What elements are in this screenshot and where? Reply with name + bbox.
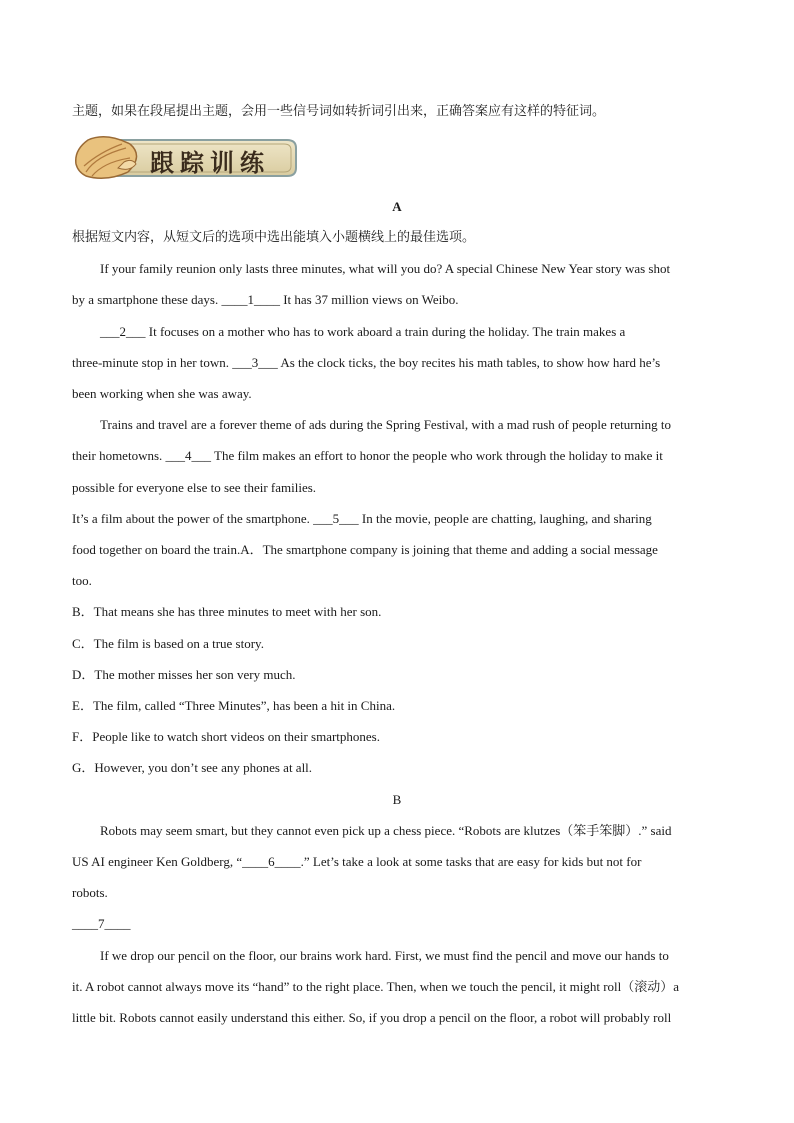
passage-a-line: ___2___ It focuses on a mother who has to work aboard a train during the holiday. The train makes a	[100, 324, 626, 339]
passage-b-line: robots.	[72, 885, 108, 900]
option-c: C．The film is based on a true story.	[72, 636, 264, 651]
option-g: G．However, you don’t see any phones at all.	[72, 760, 313, 775]
passage-b-line: Robots may seem smart, but they cannot even pick up a chess piece. “Robots are klutzes（笨手笨脚）.” said	[100, 823, 672, 838]
passage-a-line: too.	[72, 573, 92, 588]
seashell-icon	[76, 137, 137, 178]
banner-title: 跟踪训练	[150, 148, 270, 177]
passage-b-line: US AI engineer Ken Goldberg, “____6____.” Let’s take a look at some tasks that are easy for kids but not for	[72, 854, 642, 869]
passage-b-line: it. A robot cannot always move its “hand” to the right place. Then, when we touch the pencil, it might roll（滚动）a	[72, 979, 680, 994]
passage-a-line: three-minute stop in her town. ___3___ As the clock ticks, the boy recites his math tables, to show how hard he’s	[72, 355, 661, 370]
section-a-heading: A	[392, 199, 402, 214]
blank-7: ____7____	[72, 916, 131, 931]
intro-line: 主题，如果在段尾提出主题，会用一些信号词如转折词引出来，正确答案应有这样的特征词。	[72, 104, 606, 119]
option-f: F．People like to watch short videos on their smartphones.	[72, 729, 380, 744]
passage-a-line: their hometowns. ___4___ The film makes an effort to honor the people who work through the holiday to make it	[72, 448, 663, 463]
passage-a-line: It’s a film about the power of the smartphone. ___5___ In the movie, people are chatting, laughing, and sharing	[72, 511, 652, 526]
passage-b-line: If we drop our pencil on the floor, our brains work hard. First, we must find the pencil and move our hands to	[100, 948, 669, 963]
option-b: B．That means she has three minutes to meet with her son.	[72, 604, 382, 619]
passage-b-line: little bit. Robots cannot easily understand this either. So, if you drop a pencil on the floor, a robot will probably roll	[72, 1010, 672, 1025]
passage-a-line: If your family reunion only lasts three minutes, what will you do? A special Chinese New Year story was shot	[100, 261, 671, 276]
passage-a-line: possible for everyone else to see their families.	[72, 480, 317, 495]
passage-a-line: food together on board the train.A．The smartphone company is joining that theme and adding a social message	[72, 542, 658, 557]
section-b-heading: B	[392, 792, 402, 807]
option-e: E．The film, called “Three Minutes”, has been a hit in China.	[72, 698, 396, 713]
option-d: D．The mother misses her son very much.	[72, 667, 296, 682]
passage-a-line: Trains and travel are a forever theme of ads during the Spring Festival, with a mad rush of people returning to	[100, 417, 672, 432]
section-a-instruction: 根据短文内容，从短文后的选项中选出能填入小题横线上的最佳选项。	[72, 230, 476, 245]
passage-a-line: by a smartphone these days. ____1____ It has 37 million views on Weibo.	[72, 292, 459, 307]
passage-a-line: been working when she was away.	[72, 386, 252, 401]
